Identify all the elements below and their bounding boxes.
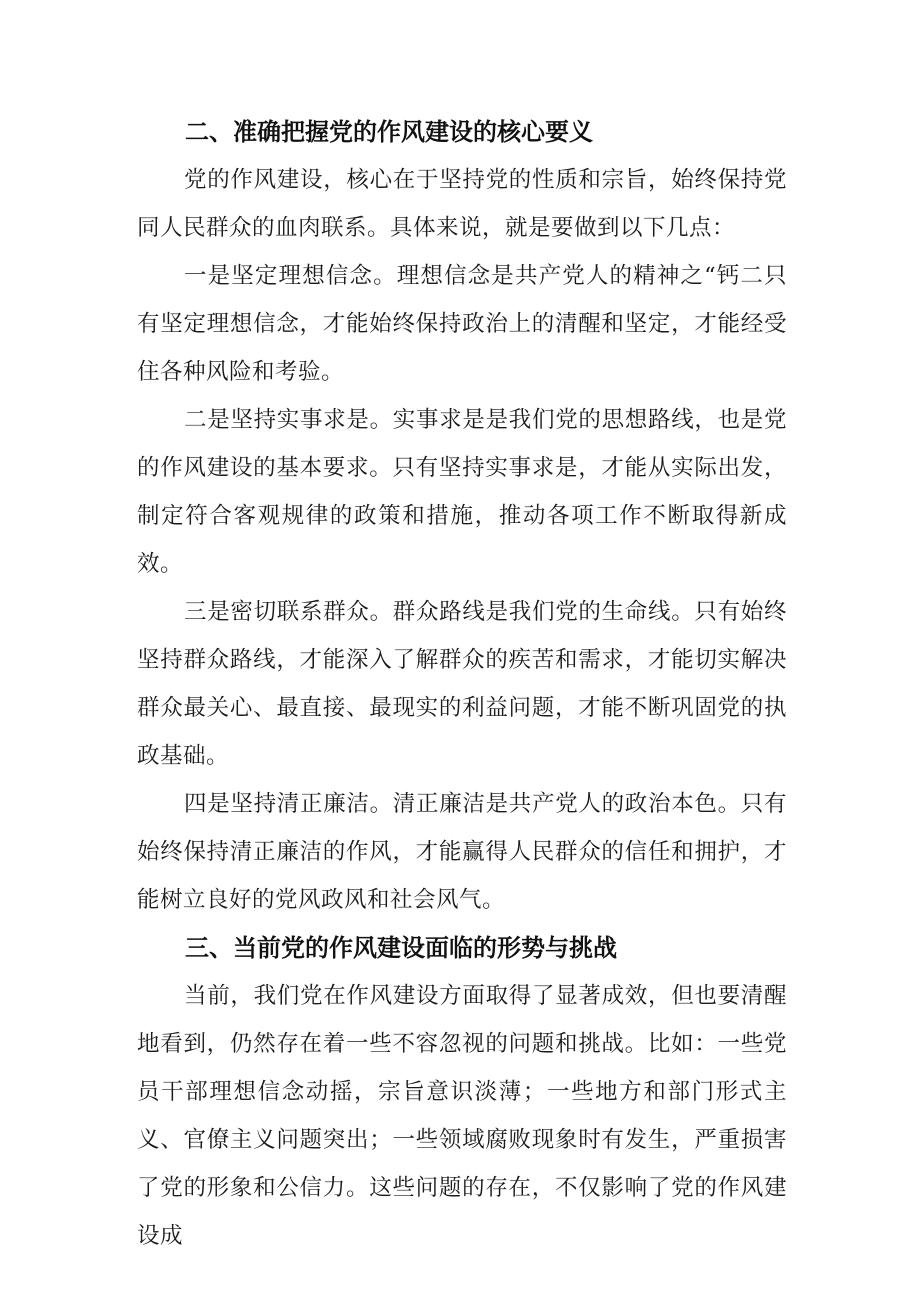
- document-body: [137, 108, 787, 1260]
- paragraph-point-ideals: 一是坚定理想信念。理想信念是共产党人的精神之“钙二只有坚定理想信念，才能始终保持政治上的清醒和坚定，才能经受住各种风险和考验。: [137, 263, 787, 385]
- paragraph-point-integrity: 四是坚持清正廉洁。清正廉洁是共产党人的政治本色。只有始终保持清正廉洁的作风，才能赢得人民群众的信任和拥护，才能树立良好的党风政风和社会风气。: [137, 791, 787, 913]
- paragraph-point-truth: 二是坚持实事求是。实事求是是我们党的思想路线，也是党的作风建设的基本要求。只有坚持实事求是，才能从实际出发，制定符合客观规律的政策和措施，推动各项工作不断取得新成效。: [137, 407, 787, 577]
- section-heading-challenges: 三、当前党的作风建设面临的形势与挑战: [185, 934, 617, 962]
- section-heading-core-essence: 二、准确把握党的作风建设的核心要义: [185, 118, 593, 146]
- paragraph-challenges: 当前，我们党在作风建设方面取得了显著成效，但也要清醒地看到，仍然存在着一些不容忽视的问题和挑战。比如：一些党员干部理想信念动摇，宗旨意识淡薄；一些地方和部门形式主义、官僚主义问题突出；一些领域腐败现象时有发生，严重损害了党的形象和公信力。这些问题的存在，不仅影响了党的作风建设成: [137, 983, 787, 1249]
- paragraph-point-masses: 三是密切联系群众。群众路线是我们党的生命线。只有始终坚持群众路线，才能深入了解群众的疾苦和需求，才能切实解决群众最关心、最直接、最现实的利益问题，才能不断巩固党的执政基础。: [137, 599, 787, 769]
- paragraph-intro: 党的作风建设，核心在于坚持党的性质和宗旨，始终保持党同人民群众的血肉联系。具体来说，就是要做到以下几点：: [137, 167, 787, 241]
